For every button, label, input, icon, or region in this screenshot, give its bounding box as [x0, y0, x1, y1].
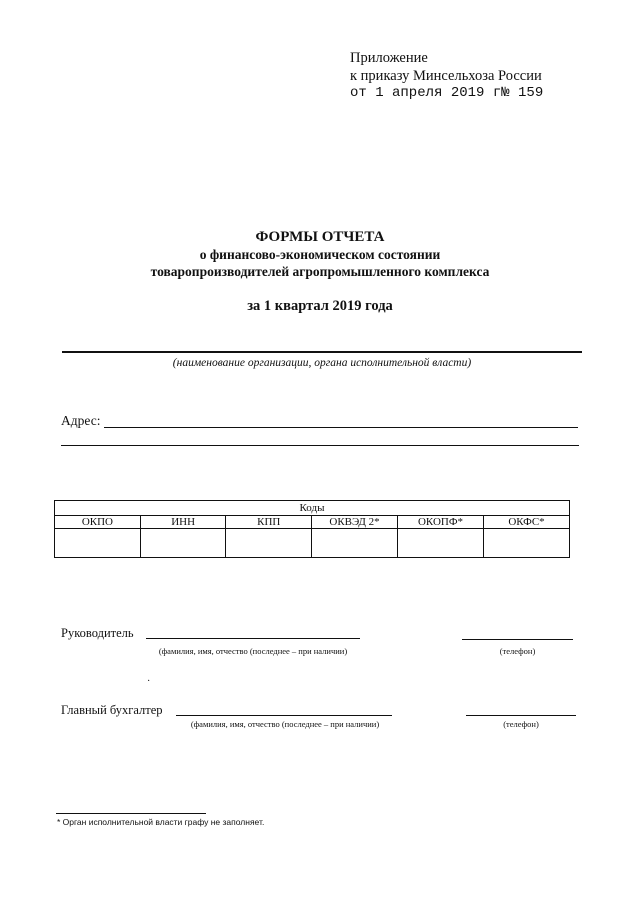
head-name-line: [146, 638, 360, 639]
report-period: за 1 квартал 2019 года: [247, 298, 393, 314]
code-column-inn: ИНН: [140, 516, 226, 529]
code-cell-okved[interactable]: [312, 529, 398, 558]
organization-caption: (наименование организации, органа исполнительной власти): [172, 357, 472, 369]
accountant-phone-line: [466, 715, 576, 716]
organization-name-line: [62, 351, 582, 353]
appendix-line-2: к приказу Минсельхоза России: [350, 67, 542, 84]
stray-mark: ·: [147, 676, 151, 687]
code-column-okfs: ОКФС*: [484, 516, 570, 529]
accountant-label: Главный бухгалтер: [61, 703, 163, 717]
accountant-name-line: [176, 715, 392, 716]
accountant-phone-caption: (телефон): [503, 719, 539, 729]
title-line-1: ФОРМЫ ОТЧЕТА: [255, 229, 385, 245]
head-phone-caption: (телефон): [499, 646, 536, 656]
head-phone-line: [462, 639, 573, 640]
appendix-line-1: Приложение: [350, 50, 428, 66]
head-label: Руководитель: [61, 626, 134, 640]
address-line-1: [104, 427, 578, 428]
address-label: Адрес:: [61, 413, 101, 428]
footnote-separator: [56, 813, 206, 814]
code-cell-kpp[interactable]: [226, 529, 312, 558]
code-cell-inn[interactable]: [140, 529, 226, 558]
code-cell-okpo[interactable]: [55, 529, 141, 558]
code-column-okved: ОКВЭД 2*: [312, 516, 398, 529]
address-line-2: [61, 445, 579, 446]
accountant-caption: (фамилия, имя, отчество (последнее – при наличии): [190, 719, 380, 729]
code-column-kpp: КПП: [226, 516, 312, 529]
codes-table: [54, 500, 570, 558]
appendix-header: [350, 50, 543, 103]
appendix-order-number: от 1 апреля 2019 г№ 159: [350, 85, 544, 101]
code-cell-okopf[interactable]: [397, 529, 483, 558]
head-caption: (фамилия, имя, отчество (последнее – при наличии): [158, 646, 348, 656]
codes-header: Коды: [55, 501, 570, 516]
code-cell-okfs[interactable]: [484, 529, 570, 558]
title-line-3: товаропроизводителей агропромышленного комплекса: [150, 264, 490, 279]
code-column-okpo: ОКПО: [55, 516, 141, 529]
title-line-2: о финансово-экономическом состоянии: [199, 247, 441, 262]
code-column-okopf: ОКОПФ*: [397, 516, 483, 529]
footnote: * Орган исполнительной власти графу не заполняет.: [57, 817, 265, 827]
document-title: [0, 228, 640, 280]
